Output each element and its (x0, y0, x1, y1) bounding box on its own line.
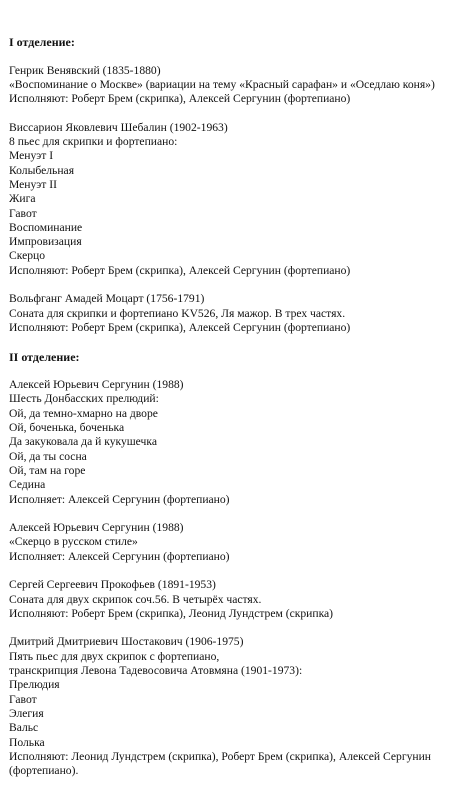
movement-line: Прелюдия (9, 678, 60, 692)
movement-line: Воспоминание (9, 220, 83, 234)
performers-line: Исполняют: Роберт Брем (скрипка), Алексей Сергунин (фортепиано) (9, 263, 351, 277)
program-item-prokofiev (9, 578, 464, 621)
movement-line: Вальс (9, 721, 39, 735)
program-item-venyavsky (9, 64, 464, 107)
section-heading: I отделение: (9, 35, 75, 49)
program-item-sergunin-preludes (9, 378, 464, 507)
work-title-line: «Скерцо в русском стиле» (9, 535, 138, 549)
movement-line: Менуэт II (9, 177, 57, 191)
work-title-line: Шесть Донбасских прелюдий: (9, 392, 159, 406)
movement-line: Гавот (9, 692, 37, 706)
performers-line: Исполняют: Роберт Брем (скрипка), Алексей Сергунин (фортепиано) (9, 320, 351, 334)
composer-line: Сергей Сергеевич Прокофьев (1891-1953) (9, 578, 216, 592)
movement-line: Гавот (9, 206, 37, 220)
work-title-line: Пять пьес для двух скрипок с фортепиано, (9, 649, 220, 663)
work-title-line: 8 пьес для скрипки и фортепиано: (9, 135, 178, 149)
section-heading: II отделение: (9, 349, 80, 364)
movement-line: Менуэт I (9, 149, 54, 163)
movement-line: Да закуковала да й кукушечка (9, 435, 157, 449)
transcription-line: транскрипция Левона Тадевосовича Атовмяна (1901-1973): (9, 664, 303, 678)
movement-line: Колыбельная (9, 163, 75, 177)
composer-line: Алексей Юрьевич Сергунин (1988) (9, 521, 184, 535)
composer-line: Дмитрий Дмитриевич Шостакович (1906-1975) (9, 635, 244, 649)
movement-line: Ой, там на горе (9, 463, 86, 477)
composer-line: Генрик Венявский (1835-1880) (9, 63, 161, 77)
performers-line: Исполняют: Роберт Брем (скрипка), Леонид Лундстрем (скрипка) (9, 606, 334, 620)
section-1 (9, 35, 464, 335)
movement-line: Ой, да темно-хмарно на дворе (9, 406, 158, 420)
composer-line: Виссарион Яковлевич Шебалин (1902-1963) (9, 120, 228, 134)
movement-line: Импровизация (9, 235, 82, 249)
movement-line: Седина (9, 478, 46, 492)
program-item-mozart (9, 292, 464, 335)
movement-line: Полька (9, 735, 45, 749)
movement-line: Элегия (9, 706, 44, 720)
section-2 (9, 350, 464, 779)
concert-program (9, 35, 464, 778)
movement-line: Скерцо (9, 249, 46, 263)
composer-line: Вольфганг Амадей Моцарт (1756-1791) (9, 292, 205, 306)
program-item-shebalin (9, 121, 464, 278)
movement-line: Ой, боченька, боченька (9, 421, 125, 435)
performers-line: Исполняет: Алексей Сергунин (фортепиано) (9, 549, 230, 563)
work-title-line: Соната для скрипки и фортепиано KV526, Ля мажор. В трех частях. (9, 306, 346, 320)
program-item-sergunin-scherzo (9, 521, 464, 564)
composer-line: Алексей Юрьевич Сергунин (1988) (9, 378, 184, 392)
performers-line: Исполняют: Леонид Лундстрем (скрипка), Роберт Брем (скрипка), Алексей Сергунин (фортепиано). (9, 749, 431, 778)
work-title-line: Соната для двух скрипок соч.56. В четырёх частях. (9, 592, 262, 606)
movement-line: Ой, да ты сосна (9, 449, 87, 463)
movement-line: Жига (9, 192, 36, 206)
performers-line: Исполняют: Роберт Брем (скрипка), Алексей Сергунин (фортепиано) (9, 92, 351, 106)
program-item-shostakovich (9, 635, 464, 778)
work-title-line: «Воспоминание о Москве» (вариации на тему «Красный сарафан» и «Оседлаю коня») (9, 77, 435, 91)
performers-line: Исполняет: Алексей Сергунин (фортепиано) (9, 492, 230, 506)
